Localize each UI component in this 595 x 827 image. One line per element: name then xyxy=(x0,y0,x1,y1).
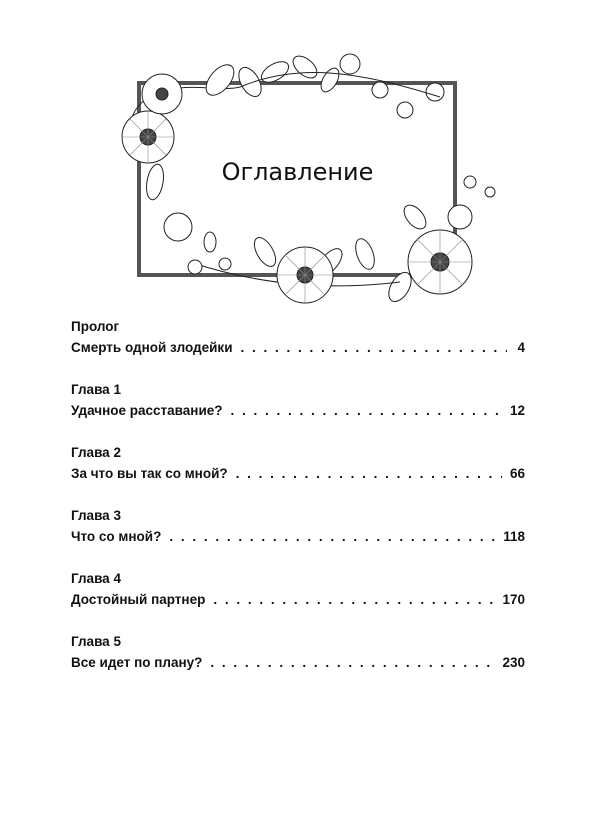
chapter-title: Достойный партнер xyxy=(71,592,206,607)
page-number: 4 xyxy=(517,340,525,355)
page-title: Оглавление xyxy=(221,158,374,186)
dot-leader xyxy=(231,400,502,421)
dot-leader xyxy=(210,652,494,673)
toc-entry xyxy=(71,505,525,547)
toc-entry xyxy=(71,316,525,358)
page-number: 12 xyxy=(509,403,525,418)
toc-line xyxy=(71,400,525,421)
dot-leader xyxy=(169,526,495,547)
chapter-title: Все идет по плану? xyxy=(71,655,203,670)
chapter-title: Что со мной? xyxy=(71,529,162,544)
dot-leader xyxy=(213,589,494,610)
chapter-label: Глава 3 xyxy=(71,508,121,523)
page-number: 230 xyxy=(502,655,525,670)
page-number: 118 xyxy=(503,529,525,544)
chapter-label: Глава 4 xyxy=(71,571,121,586)
chapter-label: Глава 1 xyxy=(71,382,121,397)
chapter-label: Пролог xyxy=(71,319,120,334)
chapter-title: За что вы так со мной? xyxy=(71,466,228,481)
chapter-label: Глава 2 xyxy=(71,445,121,460)
table-of-contents xyxy=(71,316,525,694)
dot-leader xyxy=(236,463,502,484)
chapter-title: Смерть одной злодейки xyxy=(71,340,233,355)
toc-entry xyxy=(71,379,525,421)
toc-entry xyxy=(71,631,525,673)
page-number: 170 xyxy=(502,592,525,607)
page-number: 66 xyxy=(509,466,525,481)
toc-line xyxy=(71,526,525,547)
toc-entry xyxy=(71,442,525,484)
chapter-title: Удачное расставание? xyxy=(71,403,223,418)
toc-line xyxy=(71,652,525,673)
toc-entry xyxy=(71,568,525,610)
chapter-label: Глава 5 xyxy=(71,634,121,649)
toc-line xyxy=(71,463,525,484)
toc-line xyxy=(71,589,525,610)
dot-leader xyxy=(241,337,508,358)
toc-line xyxy=(71,337,525,358)
